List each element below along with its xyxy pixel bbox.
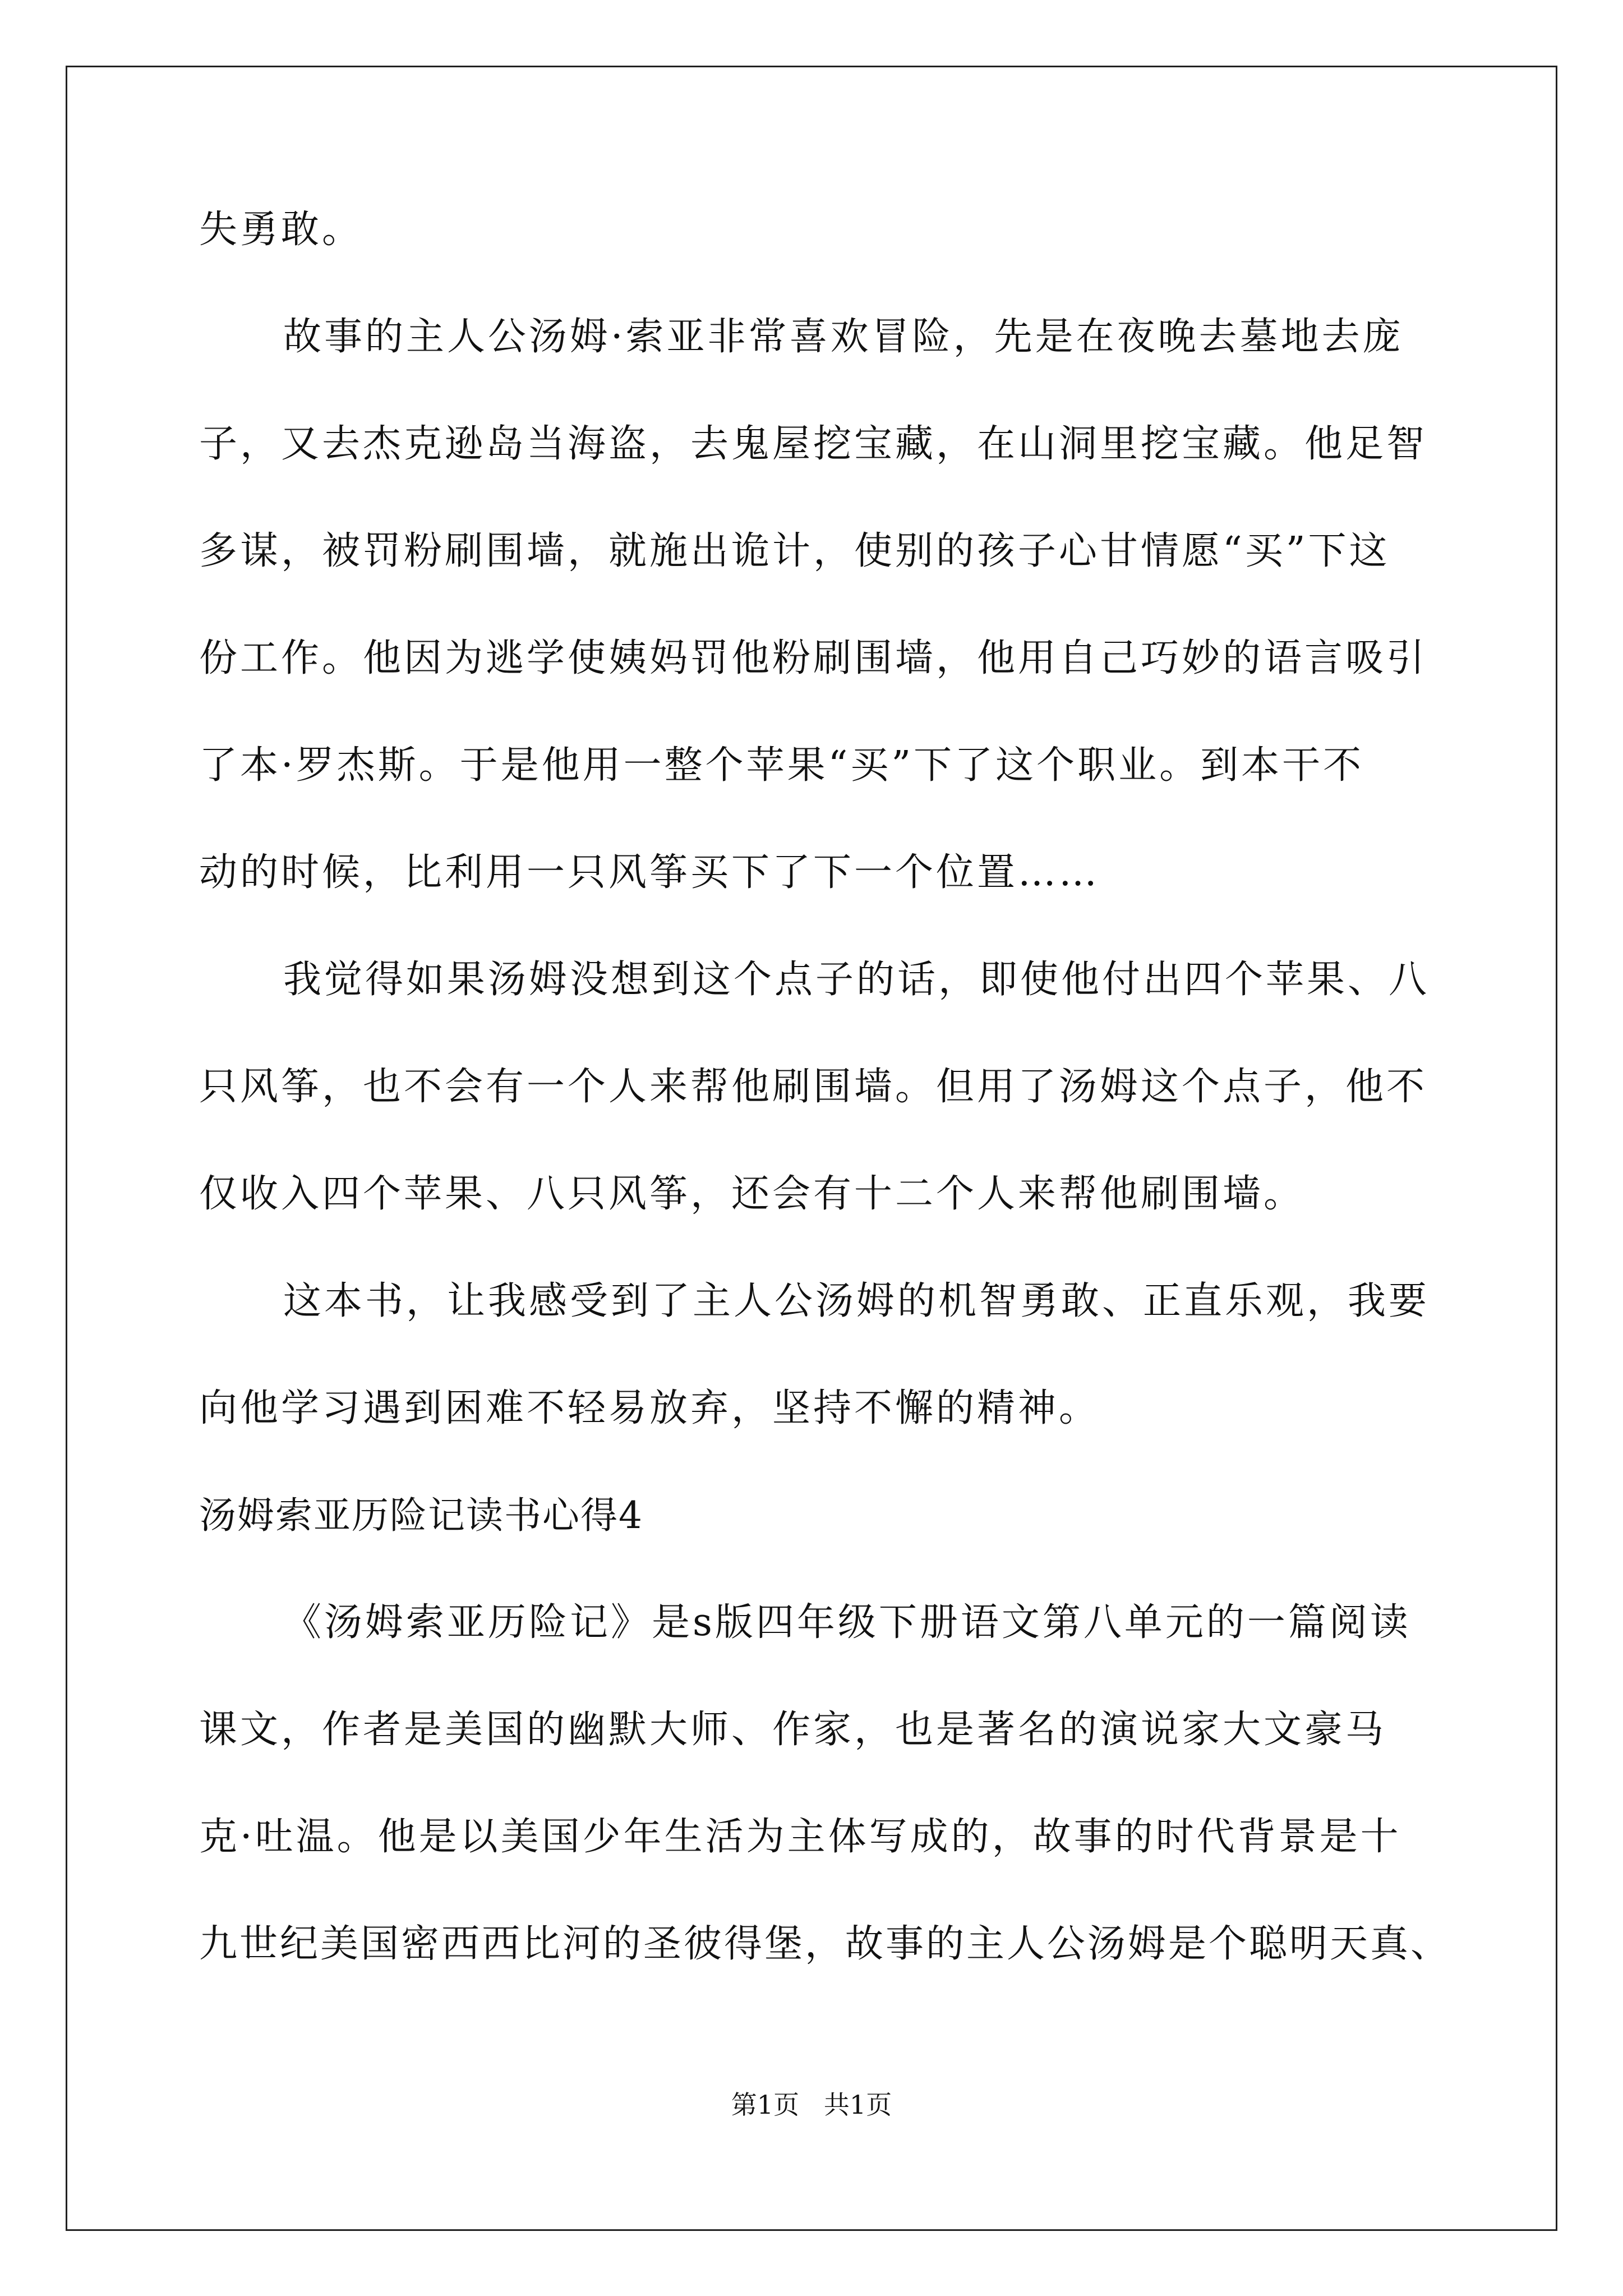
- text-line: 失勇敢。: [199, 208, 363, 252]
- text-line: 仅收入四个苹果、八只风筝，还会有十二个人来帮他刷围墙。: [199, 1172, 1305, 1216]
- paragraph-start: 《汤姆索亚历险记》是s版四年级下册语文第八单元的一篇阅读: [283, 1600, 1411, 1645]
- text-line: 动的时候，比利用一只风筝买下了下一个位置……: [199, 850, 1100, 895]
- text-line: 克·吐温。他是以美国少年生活为主体写成的，故事的时代背景是十: [199, 1815, 1401, 1859]
- page-footer: 第1页 共1页: [731, 2090, 892, 2120]
- paragraph-start: 故事的主人公汤姆·索亚非常喜欢冒险，先是在夜晚去墓地去庞: [283, 315, 1404, 359]
- text-line: 份工作。他因为逃学使姨妈罚他粉刷围墙，他用自己巧妙的语言吸引: [199, 636, 1428, 680]
- text-line: 向他学习遇到困难不轻易放弃，坚持不懈的精神。: [199, 1386, 1100, 1430]
- text-line: 了本·罗杰斯。于是他用一整个苹果“买”下了这个职业。到本干不: [199, 743, 1364, 788]
- text-line: 九世纪美国密西西比河的圣彼得堡，故事的主人公汤姆是个聪明天真、: [199, 1922, 1451, 1966]
- text-line: 课文，作者是美国的幽默大师、作家，也是著名的演说家大文豪马: [199, 1708, 1387, 1752]
- paragraph-start: 我觉得如果汤姆没想到这个点子的话，即使他付出四个苹果、八: [283, 958, 1430, 1002]
- text-line: 多谋，被罚粉刷围墙，就施出诡计，使别的孩子心甘情愿“买”下这: [199, 529, 1390, 573]
- paragraph-start: 这本书，让我感受到了主人公汤姆的机智勇敢、正直乐观，我要: [283, 1279, 1430, 1323]
- section-heading: 汤姆索亚历险记读书心得4: [199, 1494, 643, 1537]
- text-line: 只风筝，也不会有一个人来帮他刷围墙。但用了汤姆这个点子，他不: [199, 1065, 1428, 1109]
- page-border: [66, 66, 1557, 2231]
- text-line: 子，又去杰克逊岛当海盗，去鬼屋挖宝藏，在山洞里挖宝藏。他足智: [199, 422, 1428, 466]
